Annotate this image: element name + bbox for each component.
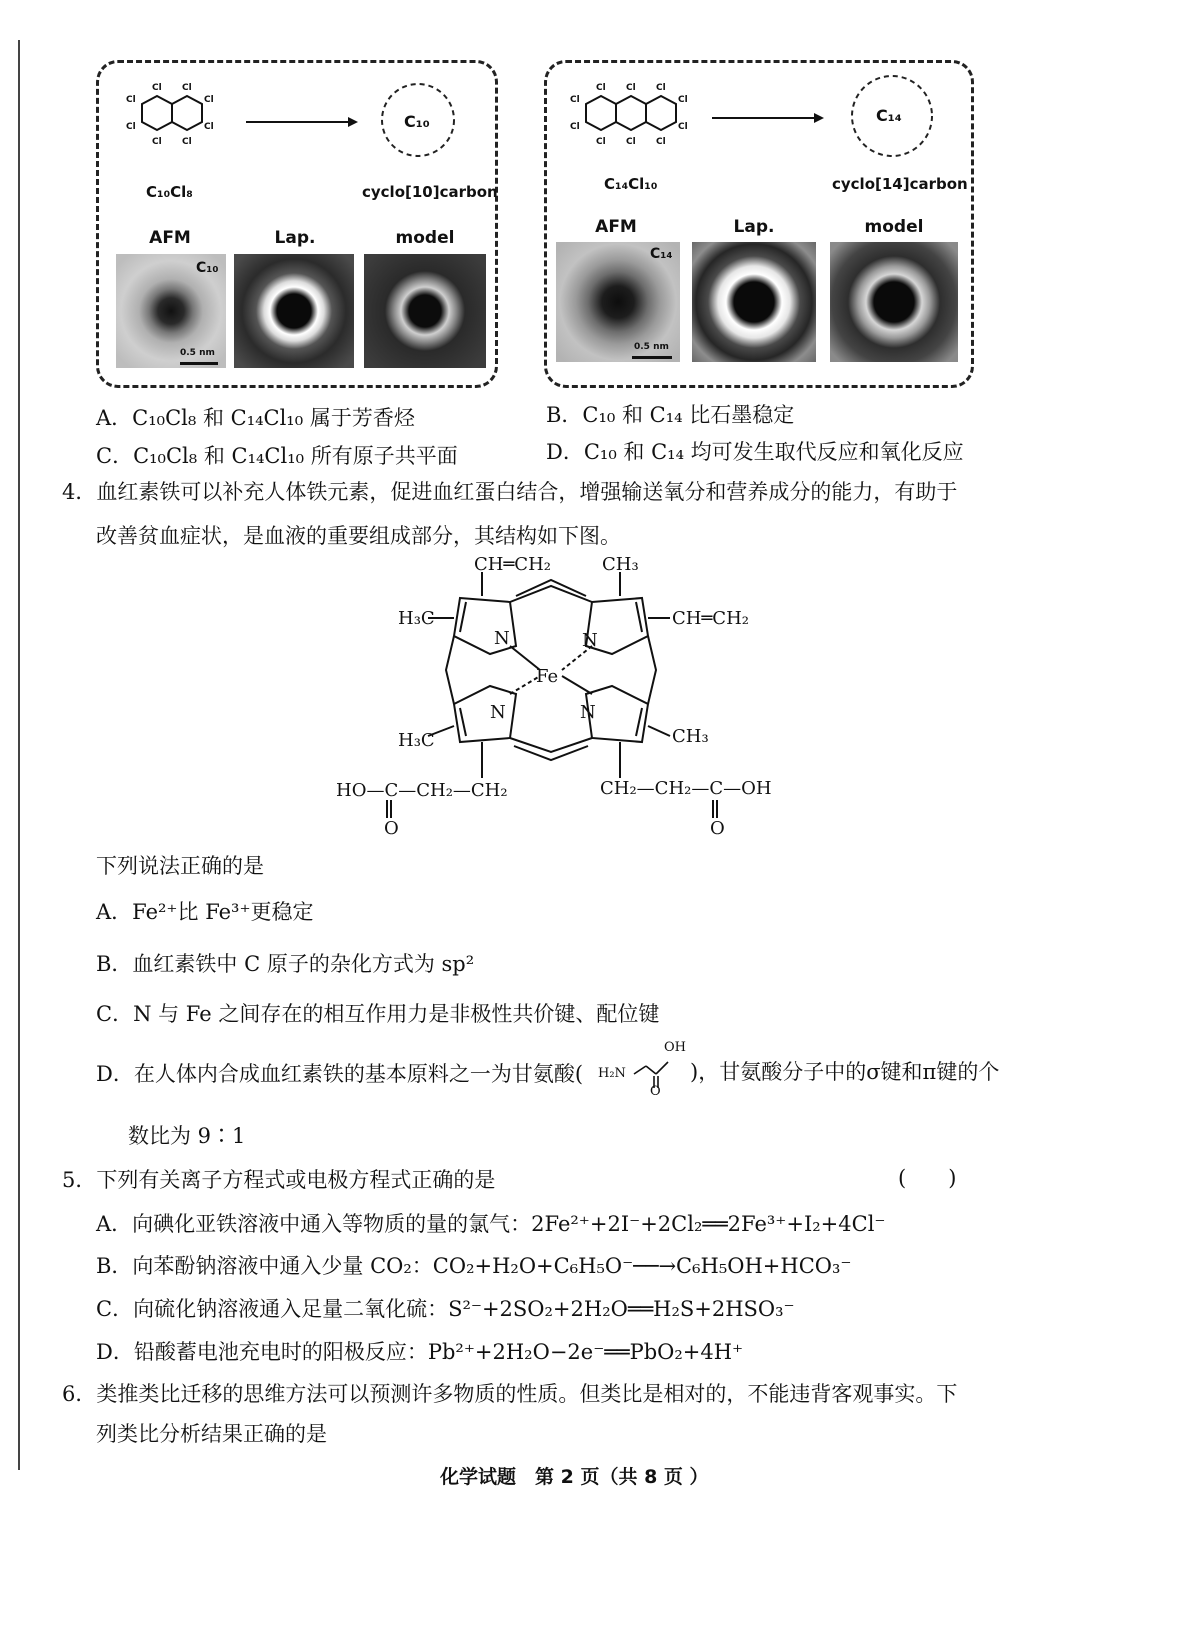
left-scale-label: 0.5 nm (180, 348, 215, 358)
q5-stem: 5．下列有关离子方程式或电极方程式正确的是 (62, 1168, 496, 1192)
svg-text:Cl: Cl (570, 95, 580, 105)
heme-methyl-top: CH₃ (602, 554, 639, 575)
svg-text:Cl: Cl (204, 95, 214, 105)
binding-edge-line (18, 40, 20, 1470)
q5-option-a: A．向碘化亚铁溶液中通入等物质的量的氯气：2Fe²⁺+2I⁻+2Cl₂══2Fe³⁺+I₂+4Cl⁻ (96, 1212, 886, 1236)
right-afm-tag: C₁₄ (650, 246, 673, 262)
q4-stem-line1: 4．血红素铁可以补充人体铁元素，促进血红蛋白结合，增强输送氧分和营养成分的能力，有助于 (62, 480, 958, 504)
svg-text:Cl: Cl (204, 122, 214, 132)
heme-structure (330, 556, 790, 846)
svg-text:Cl: Cl (152, 83, 162, 93)
svg-text:Cl: Cl (570, 122, 580, 132)
heme-n-top-right: N (582, 630, 598, 651)
right-lap-label: Lap. (733, 217, 775, 237)
right-product-name: cyclo[14]carbon (832, 175, 968, 193)
left-model-image (364, 254, 486, 368)
glycine-h2n: H₂N (598, 1066, 626, 1081)
q5-option-c: C．向硫化钠溶液通入足量二氧化硫：S²⁻+2SO₂+2H₂O══H₂S+2HSO₃⁻ (96, 1297, 795, 1321)
heme-n-bottom-left: N (490, 702, 506, 723)
naphthalene-structure (112, 82, 222, 167)
svg-text:Cl: Cl (596, 137, 606, 147)
q3-option-c: C．C₁₀Cl₈ 和 C₁₄Cl₁₀ 所有原子共平面 (96, 444, 458, 468)
svg-text:Cl: Cl (656, 83, 666, 93)
q5-option-d: D．铅酸蓄电池充电时的阳极反应：Pb²⁺+2H₂O−2e⁻══PbO₂+4H⁺ (96, 1340, 744, 1364)
svg-text:Cl: Cl (678, 122, 688, 132)
heme-fe: Fe (536, 666, 559, 687)
right-afm-label: AFM (595, 217, 637, 237)
svg-text:Cl: Cl (126, 122, 136, 132)
q5-answer-blank: ( ) (898, 1166, 957, 1190)
q3-option-d: D．C₁₀ 和 C₁₄ 均可发生取代反应和氧化反应 (546, 440, 964, 464)
heme-chain-left: HO—C—CH₂—CH₂ (336, 780, 508, 801)
q6-stem-line2: 列类比分析结果正确的是 (96, 1422, 327, 1446)
right-reaction-arrow (710, 110, 826, 126)
q4-stem-line2: 改善贫血症状，是血液的重要组成部分，其结构如下图。 (96, 524, 621, 548)
q5-option-b: B．向苯酚钠溶液中通入少量 CO₂：CO₂+H₂O+C₆H₅O⁻──→C₆H₅OH+HCO₃⁻ (96, 1254, 852, 1278)
q4-option-c: C．N 与 Fe 之间存在的相互作用力是非极性共价键、配位键 (96, 1002, 660, 1026)
heme-carbonyl-o-left: O (384, 818, 399, 839)
left-lap-label: Lap. (274, 228, 316, 248)
right-scale-bar (632, 356, 672, 359)
left-laplacian-image (234, 254, 354, 368)
heme-methyl-right-bottom: CH₃ (672, 726, 709, 747)
left-scale-bar (180, 362, 218, 365)
right-ring-label: C₁₄ (876, 106, 902, 125)
heme-n-bottom-right: N (580, 702, 596, 723)
svg-text:Cl: Cl (596, 83, 606, 93)
heme-chain-right: CH₂—CH₂—C—OH (600, 778, 772, 799)
left-afm-tag: C₁₀ (196, 260, 219, 276)
left-product-name: cyclo[10]carbon (362, 183, 498, 201)
svg-text:Cl: Cl (152, 137, 162, 147)
heme-vinyl-right: CH═CH₂ (672, 608, 749, 629)
q3-option-b: B．C₁₀ 和 C₁₄ 比石墨稳定 (546, 403, 795, 427)
left-reaction-arrow (244, 114, 360, 130)
glycine-oh: OH (664, 1040, 686, 1055)
right-scale-label: 0.5 nm (634, 342, 669, 352)
svg-text:Cl: Cl (678, 95, 688, 105)
svg-text:Cl: Cl (626, 137, 636, 147)
glycine-o: O (650, 1084, 661, 1099)
heme-methyl-left-top: H₃C (398, 608, 435, 629)
right-laplacian-image (692, 242, 816, 362)
q4-option-d-part1: D．在人体内合成血红素铁的基本原料之一为甘氨酸( (96, 1062, 584, 1086)
heme-methyl-left-bottom: H₃C (398, 730, 435, 751)
q4-prompt: 下列说法正确的是 (96, 854, 264, 878)
q4-option-b: B．血红素铁中 C 原子的杂化方式为 sp² (96, 952, 475, 976)
right-model-image (830, 242, 958, 362)
q4-option-d-part2: )，甘氨酸分子中的σ键和π键的个 (690, 1060, 1000, 1084)
svg-text:Cl: Cl (182, 83, 192, 93)
q6-stem-line1: 6．类推类比迁移的思维方法可以预测许多物质的性质。但类比是相对的，不能违背客观事实。下 (62, 1382, 958, 1406)
heme-carbonyl-o-right: O (710, 818, 725, 839)
left-ring-label: C₁₀ (404, 112, 430, 131)
anthracene-structure (560, 82, 700, 167)
left-reactant-formula: C₁₀Cl₈ (146, 183, 193, 201)
svg-text:Cl: Cl (656, 137, 666, 147)
heme-n-top-left: N (494, 628, 510, 649)
heme-vinyl-top: CH═CH₂ (474, 554, 551, 575)
q4-option-d-line2: 数比为 9∶1 (128, 1124, 246, 1148)
q4-option-a: A．Fe²⁺比 Fe³⁺更稳定 (96, 900, 314, 924)
page-footer: 化学试题 第 2 页（共 8 页 ） (440, 1466, 709, 1488)
left-afm-label: AFM (149, 228, 191, 248)
svg-text:Cl: Cl (126, 95, 136, 105)
svg-text:Cl: Cl (626, 83, 636, 93)
right-reactant-formula: C₁₄Cl₁₀ (604, 175, 658, 193)
left-model-label: model (395, 228, 455, 248)
right-model-label: model (864, 217, 924, 237)
svg-text:Cl: Cl (182, 137, 192, 147)
q3-option-a: A．C₁₀Cl₈ 和 C₁₄Cl₁₀ 属于芳香烃 (96, 406, 415, 430)
